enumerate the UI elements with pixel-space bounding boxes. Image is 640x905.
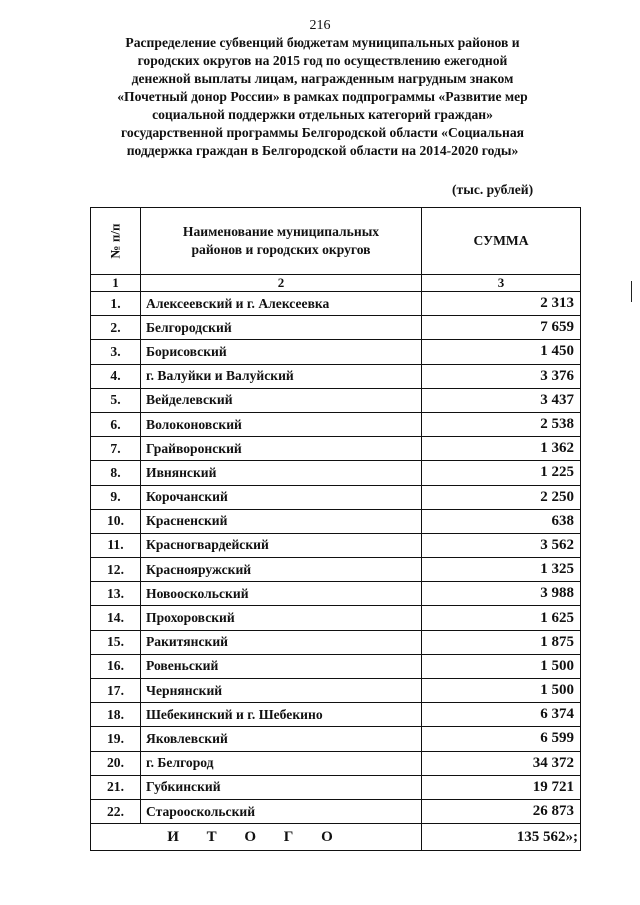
row-number: 21. [91,775,141,799]
row-number: 1. [91,292,141,316]
district-name: Старооскольский [141,799,422,823]
title-line: денежной выплаты лицам, награжденным нагрудным знаком [131,71,514,86]
row-sum: 1 450 [422,340,581,364]
unit-label: (тыс. рублей) [452,182,534,197]
district-name: Корочанский [141,485,422,509]
row-sum: 2 538 [422,412,581,436]
row-number: 7. [91,437,141,461]
district-name: Ракитянский [141,630,422,654]
district-name: Борисовский [141,340,422,364]
row-number: 10. [91,509,141,533]
row-number: 2. [91,316,141,340]
row-number: 13. [91,582,141,606]
row-sum: 1 325 [422,558,581,582]
row-sum: 1 362 [422,437,581,461]
row-sum: 2 250 [422,485,581,509]
row-sum: 1 225 [422,461,581,485]
title-line: государственной программы Белгородской области «Социальная [121,125,524,140]
table-row [91,485,581,509]
district-name: Новооскольский [141,582,422,606]
title-line: «Почетный донор России» в рамках подпрограммы «Развитие мер [117,89,528,104]
row-sum: 1 625 [422,606,581,630]
district-name: Алексеевский и г. Алексеевка [141,292,422,316]
row-number: 3. [91,340,141,364]
table-row [91,703,581,727]
header-num-label: № п/п [107,223,123,259]
row-number: 5. [91,388,141,412]
column-index: 3 [422,275,581,292]
table-row [91,340,581,364]
column-index: 2 [141,275,422,292]
header-name-line: Наименование муниципальных [182,224,380,239]
row-sum: 3 437 [422,388,581,412]
row-sum: 3 988 [422,582,581,606]
row-sum: 638 [422,509,581,533]
row-number: 16. [91,654,141,678]
table-row [91,533,581,557]
district-name: Яковлевский [141,727,422,751]
table-row [91,775,581,799]
district-name: Волоконовский [141,412,422,436]
column-index-row [91,275,581,292]
row-number: 15. [91,630,141,654]
table-header-row [91,208,581,275]
table-row [91,558,581,582]
row-number: 20. [91,751,141,775]
district-name: Ровеньский [141,654,422,678]
table-row [91,364,581,388]
table-row [91,292,581,316]
total-sum: 135 562»; [422,824,581,851]
district-name: Краснояружский [141,558,422,582]
title-line: социальной поддержки отдельных категорий граждан» [152,107,493,122]
row-number: 8. [91,461,141,485]
table-row [91,799,581,823]
district-name: Ивнянский [141,461,422,485]
header-num [91,208,141,275]
row-number: 6. [91,412,141,436]
table-row [91,437,581,461]
district-name: Красногвардейский [141,533,422,557]
district-name: Красненский [141,509,422,533]
table-row [91,388,581,412]
district-name: Грайворонский [141,437,422,461]
row-number: 18. [91,703,141,727]
table-row [91,654,581,678]
table-row [91,727,581,751]
table-row [91,679,581,703]
row-number: 22. [91,799,141,823]
row-sum: 1 500 [422,654,581,678]
total-label: И Т О Г О [91,824,422,851]
title-line: городских округов на 2015 год по осуществлению ежегодной [137,53,508,68]
district-name: Прохоровский [141,606,422,630]
table-body [91,292,581,824]
page-number: 216 [309,18,331,33]
table-row [91,461,581,485]
district-name: Шебекинский и г. Шебекино [141,703,422,727]
row-sum: 6 599 [422,727,581,751]
column-index: 1 [91,275,141,292]
table-row [91,630,581,654]
title-line: поддержка граждан в Белгородской области на 2014-2020 годы» [126,143,519,158]
row-sum: 1 875 [422,630,581,654]
district-name: Губкинский [141,775,422,799]
row-sum: 2 313 [422,292,581,316]
table-row [91,751,581,775]
district-name: Вейделевский [141,388,422,412]
district-name: г. Белгород [141,751,422,775]
header-sum: СУММА [422,208,581,275]
row-sum: 6 374 [422,703,581,727]
row-sum: 19 721 [422,775,581,799]
district-name: Белгородский [141,316,422,340]
document-title [95,34,550,160]
district-name: Чернянский [141,679,422,703]
table-row [91,582,581,606]
row-number: 9. [91,485,141,509]
row-sum: 7 659 [422,316,581,340]
total-row [91,824,581,851]
row-sum: 3 376 [422,364,581,388]
table-row [91,509,581,533]
table-row [91,316,581,340]
subvention-table [90,207,581,851]
row-number: 4. [91,364,141,388]
row-sum: 1 500 [422,679,581,703]
row-sum: 26 873 [422,799,581,823]
row-sum: 3 562 [422,533,581,557]
margin-mark [631,281,632,302]
table-row [91,412,581,436]
title-line: Распределение субвенций бюджетам муниципальных районов и [125,35,520,50]
table-row [91,606,581,630]
row-number: 19. [91,727,141,751]
row-number: 14. [91,606,141,630]
header-name-line: районов и городских округов [191,242,371,257]
row-number: 17. [91,679,141,703]
district-name: г. Валуйки и Валуйский [141,364,422,388]
row-sum: 34 372 [422,751,581,775]
row-number: 12. [91,558,141,582]
row-number: 11. [91,533,141,557]
header-name [141,208,422,275]
